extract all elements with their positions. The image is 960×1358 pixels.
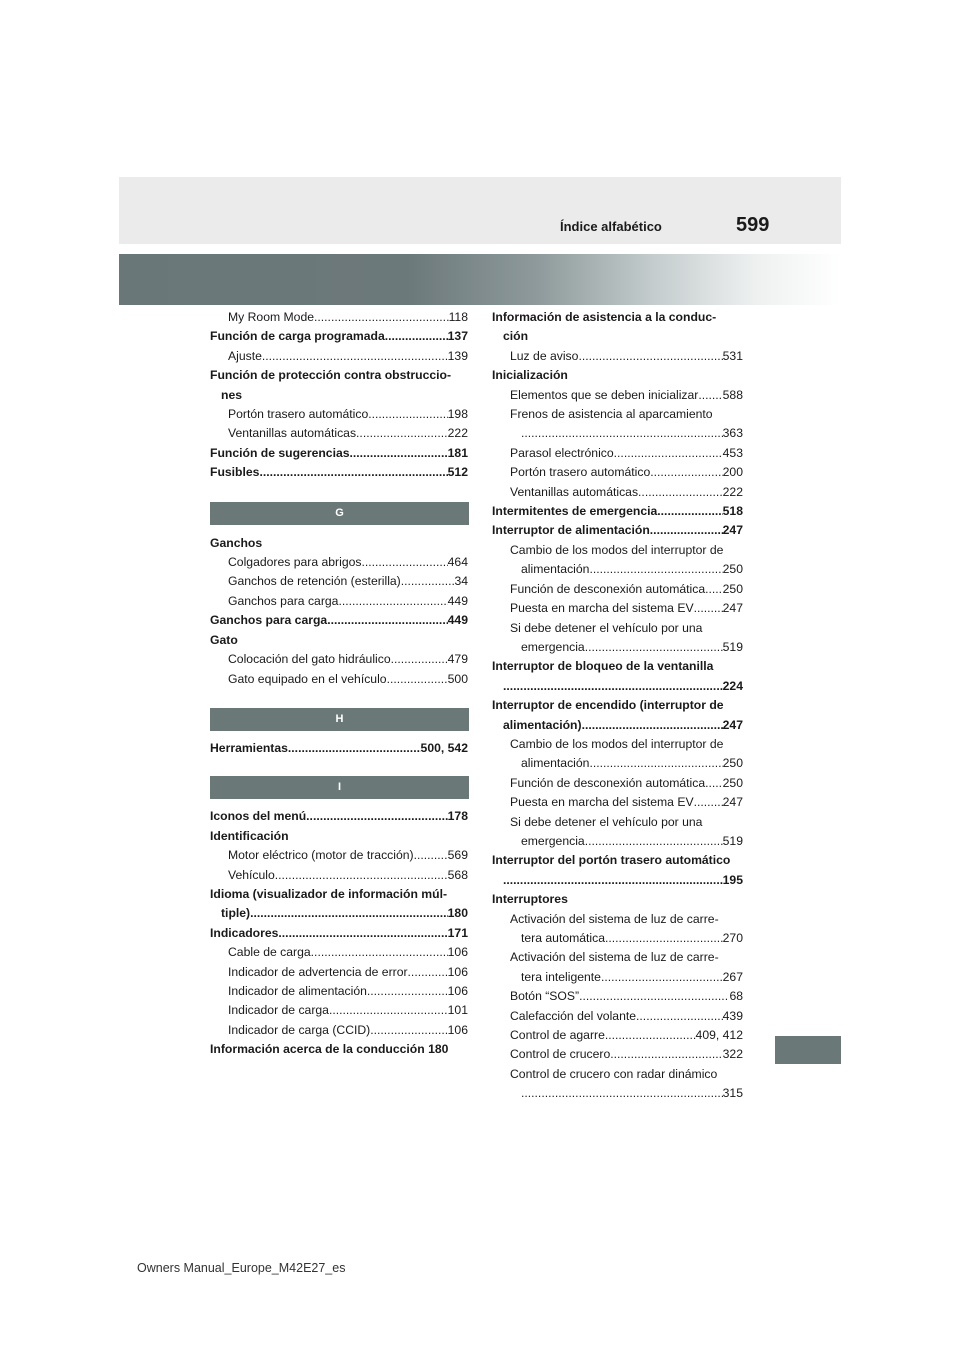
dot-leader [368, 405, 447, 424]
index-entry [210, 963, 468, 982]
index-entry-page: 568 [447, 867, 468, 882]
dot-leader [367, 982, 448, 1001]
index-entry [492, 619, 743, 638]
dot-leader [408, 963, 448, 982]
index-entry-term: Parasol electrónico [510, 445, 614, 460]
dot-leader [521, 424, 723, 443]
index-entry-term: Indicador de carga [228, 1003, 329, 1018]
index-entry-term: Interruptor de encendido (interruptor de [492, 698, 724, 713]
dot-leader [503, 677, 723, 696]
index-entry-term: Interruptor de bloqueo de la ventanilla [492, 659, 714, 674]
index-entry-page: 222 [447, 426, 468, 441]
index-entry-page: 137 [447, 329, 468, 344]
index-entry-term: emergencia [521, 639, 585, 654]
footer-manual-id: Owners Manual_Europe_M42E27_es [137, 1261, 346, 1275]
index-entry-term: Colocación del gato hidráulico [228, 652, 391, 667]
index-entry-page: 247 [722, 601, 743, 616]
index-entry [210, 308, 468, 327]
dot-leader [338, 592, 447, 611]
index-entry [210, 739, 468, 758]
index-entry [492, 813, 743, 832]
index-entry-term: Inicialización [492, 368, 568, 383]
index-entry-page: 247 [722, 717, 743, 732]
dot-leader [278, 924, 447, 943]
dot-leader [288, 739, 421, 758]
dot-leader [391, 650, 448, 669]
index-entry-page: 512 [447, 465, 468, 480]
index-entry-term: emergencia [521, 833, 585, 848]
index-entry [492, 890, 743, 909]
section-header-i: I [210, 776, 469, 799]
dot-leader [401, 572, 455, 591]
dot-leader [605, 929, 723, 948]
index-entry-term: Ganchos para carga [210, 613, 328, 628]
index-entry-page: 479 [447, 652, 468, 667]
index-entry [210, 904, 468, 923]
index-entry [210, 611, 468, 630]
dot-leader [387, 670, 448, 689]
index-entry-term: Intermitentes de emergencia [492, 504, 658, 519]
index-entry-term: Ajuste [228, 348, 262, 363]
index-entry [492, 948, 743, 967]
index-entry [492, 599, 743, 618]
dot-leader [414, 846, 448, 865]
index-entry-term: Función de protección contra obstruccio- [210, 368, 452, 383]
dot-leader [350, 444, 448, 463]
index-entry-page: 315 [722, 1086, 743, 1101]
index-entry [492, 308, 743, 327]
index-entry-page: 198 [447, 407, 468, 422]
index-entry-term: Puesta en marcha del sistema EV [510, 601, 694, 616]
dot-leader [638, 483, 723, 502]
index-entry [210, 366, 468, 385]
index-entry [492, 754, 743, 773]
index-entry-term: Indicadores [210, 925, 279, 940]
index-entry-term: Función de desconexión automática [510, 775, 706, 790]
index-entry-page: 180 [447, 906, 468, 921]
index-entry-term: Información acerca de la conducción 180 [210, 1042, 449, 1057]
index-entry [210, 534, 468, 553]
index-entry-term: Ventanillas automáticas [510, 484, 639, 499]
index-entry-page: 200 [722, 465, 743, 480]
dot-leader [657, 502, 722, 521]
index-entry-term: Ganchos para carga [228, 593, 339, 608]
index-entry [210, 885, 468, 904]
index-entry-page: 531 [722, 348, 743, 363]
index-entry-page: 250 [722, 775, 743, 790]
index-entry-term: Herramientas [210, 740, 288, 755]
index-entry [210, 827, 468, 846]
dot-leader [250, 904, 448, 923]
index-entry-term: Ventanillas automáticas [228, 426, 357, 441]
index-entry [492, 521, 743, 540]
index-entry-page: 500, 542 [420, 740, 468, 755]
index-entry-term: Gato equipado en el vehículo [228, 671, 387, 686]
index-entry-term: Frenos de asistencia al aparcamiento [510, 407, 713, 422]
index-entry-page: 250 [722, 581, 743, 596]
index-entry [492, 716, 743, 735]
dot-leader [589, 754, 722, 773]
index-entry-term: tiple) [221, 906, 251, 921]
index-entry-term: Gato [210, 632, 238, 647]
page-number: 599 [736, 214, 770, 236]
index-entry [492, 424, 743, 443]
index-entry [210, 807, 468, 826]
index-entry-term: tera inteligente [521, 969, 601, 984]
index-entry-term: Función de sugerencias [210, 445, 350, 460]
dot-leader [385, 327, 448, 346]
section-side-tab [775, 1036, 841, 1064]
entries-right [492, 308, 743, 1104]
dot-leader [698, 386, 722, 405]
index-entry-page: 106 [447, 983, 468, 998]
index-entry [492, 541, 743, 560]
index-entry-page: 118 [448, 310, 468, 324]
index-entry [210, 553, 468, 572]
index-entry [210, 982, 468, 1001]
dot-leader [705, 580, 723, 599]
dot-leader [306, 807, 447, 826]
dot-leader [650, 521, 723, 540]
index-entry-term: Motor eléctrico (motor de tracción) [228, 848, 414, 863]
dot-leader [579, 987, 729, 1006]
index-entry [210, 592, 468, 611]
dot-leader [329, 1001, 448, 1020]
dot-leader [585, 638, 723, 657]
index-entry [492, 502, 743, 521]
index-entry [492, 463, 743, 482]
index-column-left [210, 308, 468, 1060]
dot-leader [311, 943, 448, 962]
index-entry [492, 793, 743, 812]
index-entry-page: 250 [722, 756, 743, 771]
index-entry-term: Elementos que se deben inicializar [510, 387, 699, 402]
index-entry [492, 832, 743, 851]
dot-leader [610, 1045, 722, 1064]
dot-leader [601, 968, 723, 987]
dot-leader [503, 871, 723, 890]
dot-leader [275, 866, 448, 885]
dot-leader [578, 347, 722, 366]
index-entry [492, 677, 743, 696]
index-entry-page: 409, 412 [695, 1028, 743, 1043]
index-entry-term: Si debe detener el vehículo por una [510, 814, 703, 829]
index-entry-page: 439 [722, 1008, 743, 1023]
index-entry-page: 247 [722, 795, 743, 810]
index-entry [492, 638, 743, 657]
dot-leader [262, 347, 448, 366]
index-entry-term: Interruptores [492, 892, 568, 907]
index-entry [210, 386, 468, 405]
index-entry-term: Idioma (visualizador de información múl- [210, 886, 448, 901]
index-entry-page: 500 [447, 671, 468, 686]
header-gradient-bar [119, 254, 841, 305]
index-entry-page: 106 [447, 1022, 468, 1037]
index-entry-term: Información de asistencia a la conduc- [492, 310, 717, 324]
index-entry [210, 943, 468, 962]
dot-leader [314, 308, 449, 327]
index-entry-term: Portón trasero automático [228, 407, 369, 422]
index-entry [492, 327, 743, 346]
index-entry [492, 405, 743, 424]
index-entry [210, 424, 468, 443]
index-entry-term: Indicador de carga (CCID) [228, 1022, 371, 1037]
index-entry-term: Interruptor del portón trasero automático [492, 853, 731, 868]
index-entry-term: Fusibles [210, 465, 260, 480]
index-entry-page: 363 [722, 426, 743, 441]
index-entry [492, 1007, 743, 1026]
index-entry-page: 68 [729, 989, 743, 1004]
index-entry [492, 1084, 743, 1103]
index-entry [492, 774, 743, 793]
index-entry-term: Portón trasero automático [510, 465, 651, 480]
index-entry-term: Colgadores para abrigos [228, 555, 362, 570]
index-entry-term: Control de crucero con radar dinámico [510, 1066, 718, 1081]
dot-leader [605, 1026, 696, 1045]
index-entry-page: 106 [447, 945, 468, 960]
index-entry [492, 1065, 743, 1084]
index-entry-page: 224 [722, 678, 743, 693]
index-entry [210, 846, 468, 865]
index-entry [492, 968, 743, 987]
index-entry-page: 267 [722, 969, 743, 984]
section-header-h: H [210, 708, 469, 731]
index-entry [210, 924, 468, 943]
index-entry [492, 386, 743, 405]
entries-i [210, 807, 468, 1059]
index-entry [210, 670, 468, 689]
index-entry-page: 101 [447, 1003, 468, 1018]
dot-leader [694, 599, 723, 618]
dot-leader [636, 1007, 723, 1026]
index-entry-term: Activación del sistema de luz de carre- [510, 911, 719, 926]
index-entry-page: 139 [447, 348, 468, 363]
index-entry [492, 560, 743, 579]
index-entry-page: 449 [447, 613, 468, 628]
index-entry [210, 631, 468, 650]
index-entry-page: 453 [722, 445, 743, 460]
index-entry [210, 347, 468, 366]
index-entry-page: 519 [722, 833, 743, 848]
index-entry [492, 871, 743, 890]
index-entry-term: alimentación [521, 756, 590, 771]
index-entry-term: Si debe detener el vehículo por una [510, 620, 703, 635]
index-entry [492, 735, 743, 754]
dot-leader [259, 463, 447, 482]
index-entry-term: Cable de carga [228, 945, 311, 960]
index-entry-page: 569 [447, 848, 468, 863]
index-entry-term: Interruptor de alimentación [492, 523, 650, 538]
index-entry-term: Activación del sistema de luz de carre- [510, 950, 719, 965]
index-entry [492, 696, 743, 715]
index-entry-term: Ganchos [210, 535, 263, 550]
dot-leader [521, 1084, 723, 1103]
index-entry-term: Ganchos de retención (esterilla) [228, 574, 401, 589]
section-header-g: G [210, 502, 469, 525]
index-entry-page: 464 [447, 555, 468, 570]
index-entry [210, 463, 468, 482]
index-entry-page: 588 [722, 387, 743, 402]
index-entry-page: 178 [447, 809, 468, 824]
index-entry [210, 572, 468, 591]
dot-leader [589, 560, 722, 579]
index-entry-term: Cambio de los modos del interruptor de [510, 736, 724, 751]
dot-leader [705, 774, 723, 793]
index-entry [492, 580, 743, 599]
dot-leader [582, 716, 723, 735]
index-entry-page: 195 [722, 872, 743, 887]
index-entry-term: Función de desconexión automática [510, 581, 706, 596]
index-entry-term: Calefacción del volante [510, 1008, 637, 1023]
index-entry [210, 1021, 468, 1040]
index-entry [492, 444, 743, 463]
entries-top [210, 308, 468, 483]
index-entry-term: nes [221, 387, 243, 402]
header-band [119, 177, 841, 244]
index-entry [492, 1026, 743, 1045]
entries-h [210, 739, 468, 758]
index-entry [492, 483, 743, 502]
index-entry [210, 1040, 468, 1059]
dot-leader [356, 424, 448, 443]
index-entry [492, 910, 743, 929]
index-entry [210, 866, 468, 885]
index-entry-page: 106 [447, 964, 468, 979]
header-title: Índice alfabético [560, 219, 662, 234]
index-entry-term: tera automática [521, 931, 606, 945]
index-entry-page: 34 [454, 574, 468, 589]
index-entry [492, 657, 743, 676]
index-entry-term: alimentación) [503, 717, 582, 732]
dot-leader [585, 832, 723, 851]
index-entry [492, 851, 743, 870]
index-entry-term: Vehículo [228, 867, 275, 882]
index-entry-term: Control de crucero [510, 1047, 611, 1062]
index-entry [492, 366, 743, 385]
index-entry-term: Control de agarre [510, 1028, 605, 1043]
index-entry [210, 650, 468, 669]
dot-leader [327, 611, 447, 630]
index-entry-term: Iconos del menú [210, 809, 307, 824]
index-entry-term: ción [503, 329, 529, 344]
index-column-right [492, 308, 743, 1104]
index-entry [210, 327, 468, 346]
index-entry [210, 1001, 468, 1020]
index-entry-page: 518 [722, 504, 743, 519]
dot-leader [361, 553, 447, 572]
dot-leader [694, 793, 723, 812]
index-entry-page: 270 [722, 931, 743, 945]
index-entry-term: alimentación [521, 562, 590, 577]
index-entry-page: 519 [722, 639, 743, 654]
dot-leader [370, 1021, 447, 1040]
index-entry-term: Indicador de advertencia de error [228, 964, 408, 979]
index-entry-term: Cambio de los modos del interruptor de [510, 542, 724, 557]
index-entry-term: My Room Mode [228, 310, 315, 324]
index-entry-term: Indicador de alimentación [228, 983, 367, 998]
index-entry-page: 222 [722, 484, 743, 499]
index-entry [210, 444, 468, 463]
index-entry [492, 347, 743, 366]
index-entry [492, 929, 743, 948]
index-entry-term: Botón “SOS” [510, 989, 580, 1004]
index-entry-term: Puesta en marcha del sistema EV [510, 795, 694, 810]
dot-leader [650, 463, 722, 482]
index-entry-term: Luz de aviso [510, 348, 579, 363]
index-entry-page: 322 [722, 1047, 743, 1062]
index-entry-page: 250 [722, 562, 743, 577]
index-entry-term: Función de carga programada [210, 329, 385, 344]
index-entry [492, 1045, 743, 1064]
index-entry-page: 449 [447, 593, 468, 608]
index-entry-term: Identificación [210, 828, 289, 843]
entries-g [210, 534, 468, 689]
index-entry-page: 171 [447, 925, 468, 940]
dot-leader [614, 444, 723, 463]
index-entry-page: 181 [447, 445, 468, 460]
index-entry [492, 987, 743, 1006]
index-entry-page: 247 [722, 523, 743, 538]
index-entry [210, 405, 468, 424]
